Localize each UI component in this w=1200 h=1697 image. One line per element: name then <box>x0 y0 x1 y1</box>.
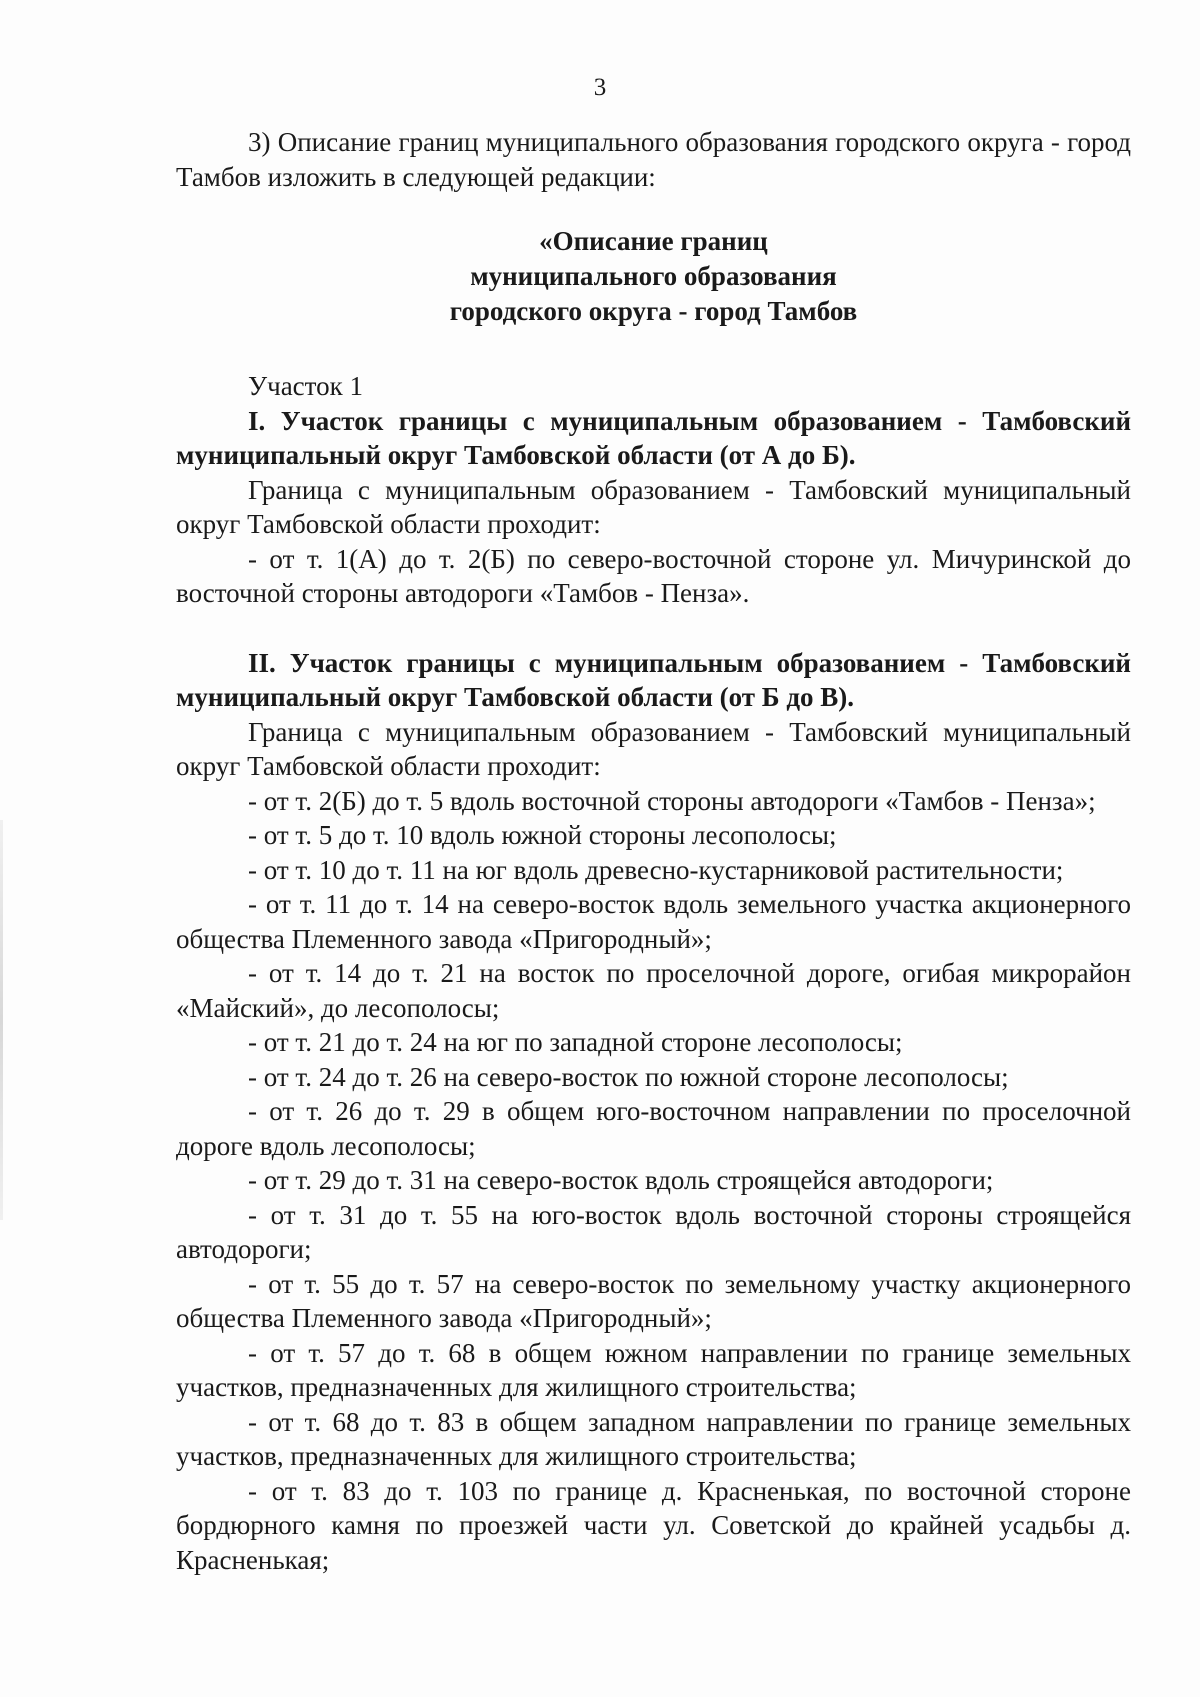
section2-item: - от т. 21 до т. 24 на юг по западной стороне лесополосы; <box>248 1027 903 1057</box>
title-line-1: «Описание границ <box>539 226 768 256</box>
section2-item: - от т. 31 до т. 55 на юго-восток вдоль восточной стороны строящейся автодороги; <box>176 1199 1131 1264</box>
section2-item: - от т. 11 до т. 14 на северо-восток вдоль земельного участка акционерного общества Племенного завода «Пригородный»; <box>176 889 1131 954</box>
title-line-2: муниципального образования <box>470 261 837 291</box>
section2-item: - от т. 26 до т. 29 в общем юго-восточном направлении по проселочной дороге вдоль лесополосы; <box>176 1096 1131 1161</box>
section2-item: - от т. 55 до т. 57 на северо-восток по земельному участку акционерного общества Племенного завода «Пригородный»; <box>176 1268 1131 1333</box>
section1-heading: I. Участок границы с муниципальным образованием - Тамбовский муниципальный округ Тамбовской области (от А до Б). <box>176 405 1131 470</box>
section2-item: - от т. 10 до т. 11 на юг вдоль древесно-кустарниковой растительности; <box>248 854 1064 885</box>
section2-item: - от т. 24 до т. 26 на северо-восток по южной стороне лесополосы; <box>248 1061 1009 1092</box>
intro-paragraph: 3) Описание границ муниципального образования городского округа - город Тамбов изложить в следующей редакции: <box>176 127 1131 192</box>
section2-border-intro: Граница с муниципальным образованием - Тамбовский муниципальный округ Тамбовской области проходит: <box>176 716 1131 781</box>
section2-item: - от т. 83 до т. 103 по границе д. Красненькая, по восточной стороне бордюрного камня по проезжей части ул. Советской до крайней усадьбы д. Красненькая; <box>176 1475 1131 1575</box>
section2-item: - от т. 5 до т. 10 вдоль южной стороны лесополосы; <box>248 820 837 850</box>
document-body <box>176 125 1131 1577</box>
page-number: 3 <box>593 74 607 101</box>
document-title <box>176 224 1131 329</box>
title-line-3: городского округа - город Тамбов <box>449 296 858 326</box>
scan-edge-shadow <box>0 820 3 1220</box>
section1-item: - от т. 1(А) до т. 2(Б) по северо-восточной стороне ул. Мичуринской до восточной стороны автодороги «Тамбов - Пенза». <box>176 543 1131 608</box>
section1-border-intro: Граница с муниципальным образованием - Тамбовский муниципальный округ Тамбовской области проходит: <box>176 474 1131 539</box>
section1-label: Участок 1 <box>248 371 363 401</box>
section2-heading: II. Участок границы с муниципальным образованием - Тамбовский муниципальный округ Тамбовской области (от Б до В). <box>176 647 1131 712</box>
section2-item: - от т. 29 до т. 31 на северо-восток вдоль строящейся автодороги; <box>248 1165 994 1195</box>
section2-item: - от т. 2(Б) до т. 5 вдоль восточной стороны автодороги «Тамбов - Пенза»; <box>248 785 1096 816</box>
section2-item: - от т. 14 до т. 21 на восток по проселочной дороге, огибая микрорайон «Майский», до лесополосы; <box>176 958 1131 1023</box>
section2-item: - от т. 68 до т. 83 в общем западном направлении по границе земельных участков, предназначенных для жилищного строительства; <box>176 1406 1131 1471</box>
section2-item: - от т. 57 до т. 68 в общем южном направлении по границе земельных участков, предназначенных для жилищного строительства; <box>176 1337 1131 1402</box>
